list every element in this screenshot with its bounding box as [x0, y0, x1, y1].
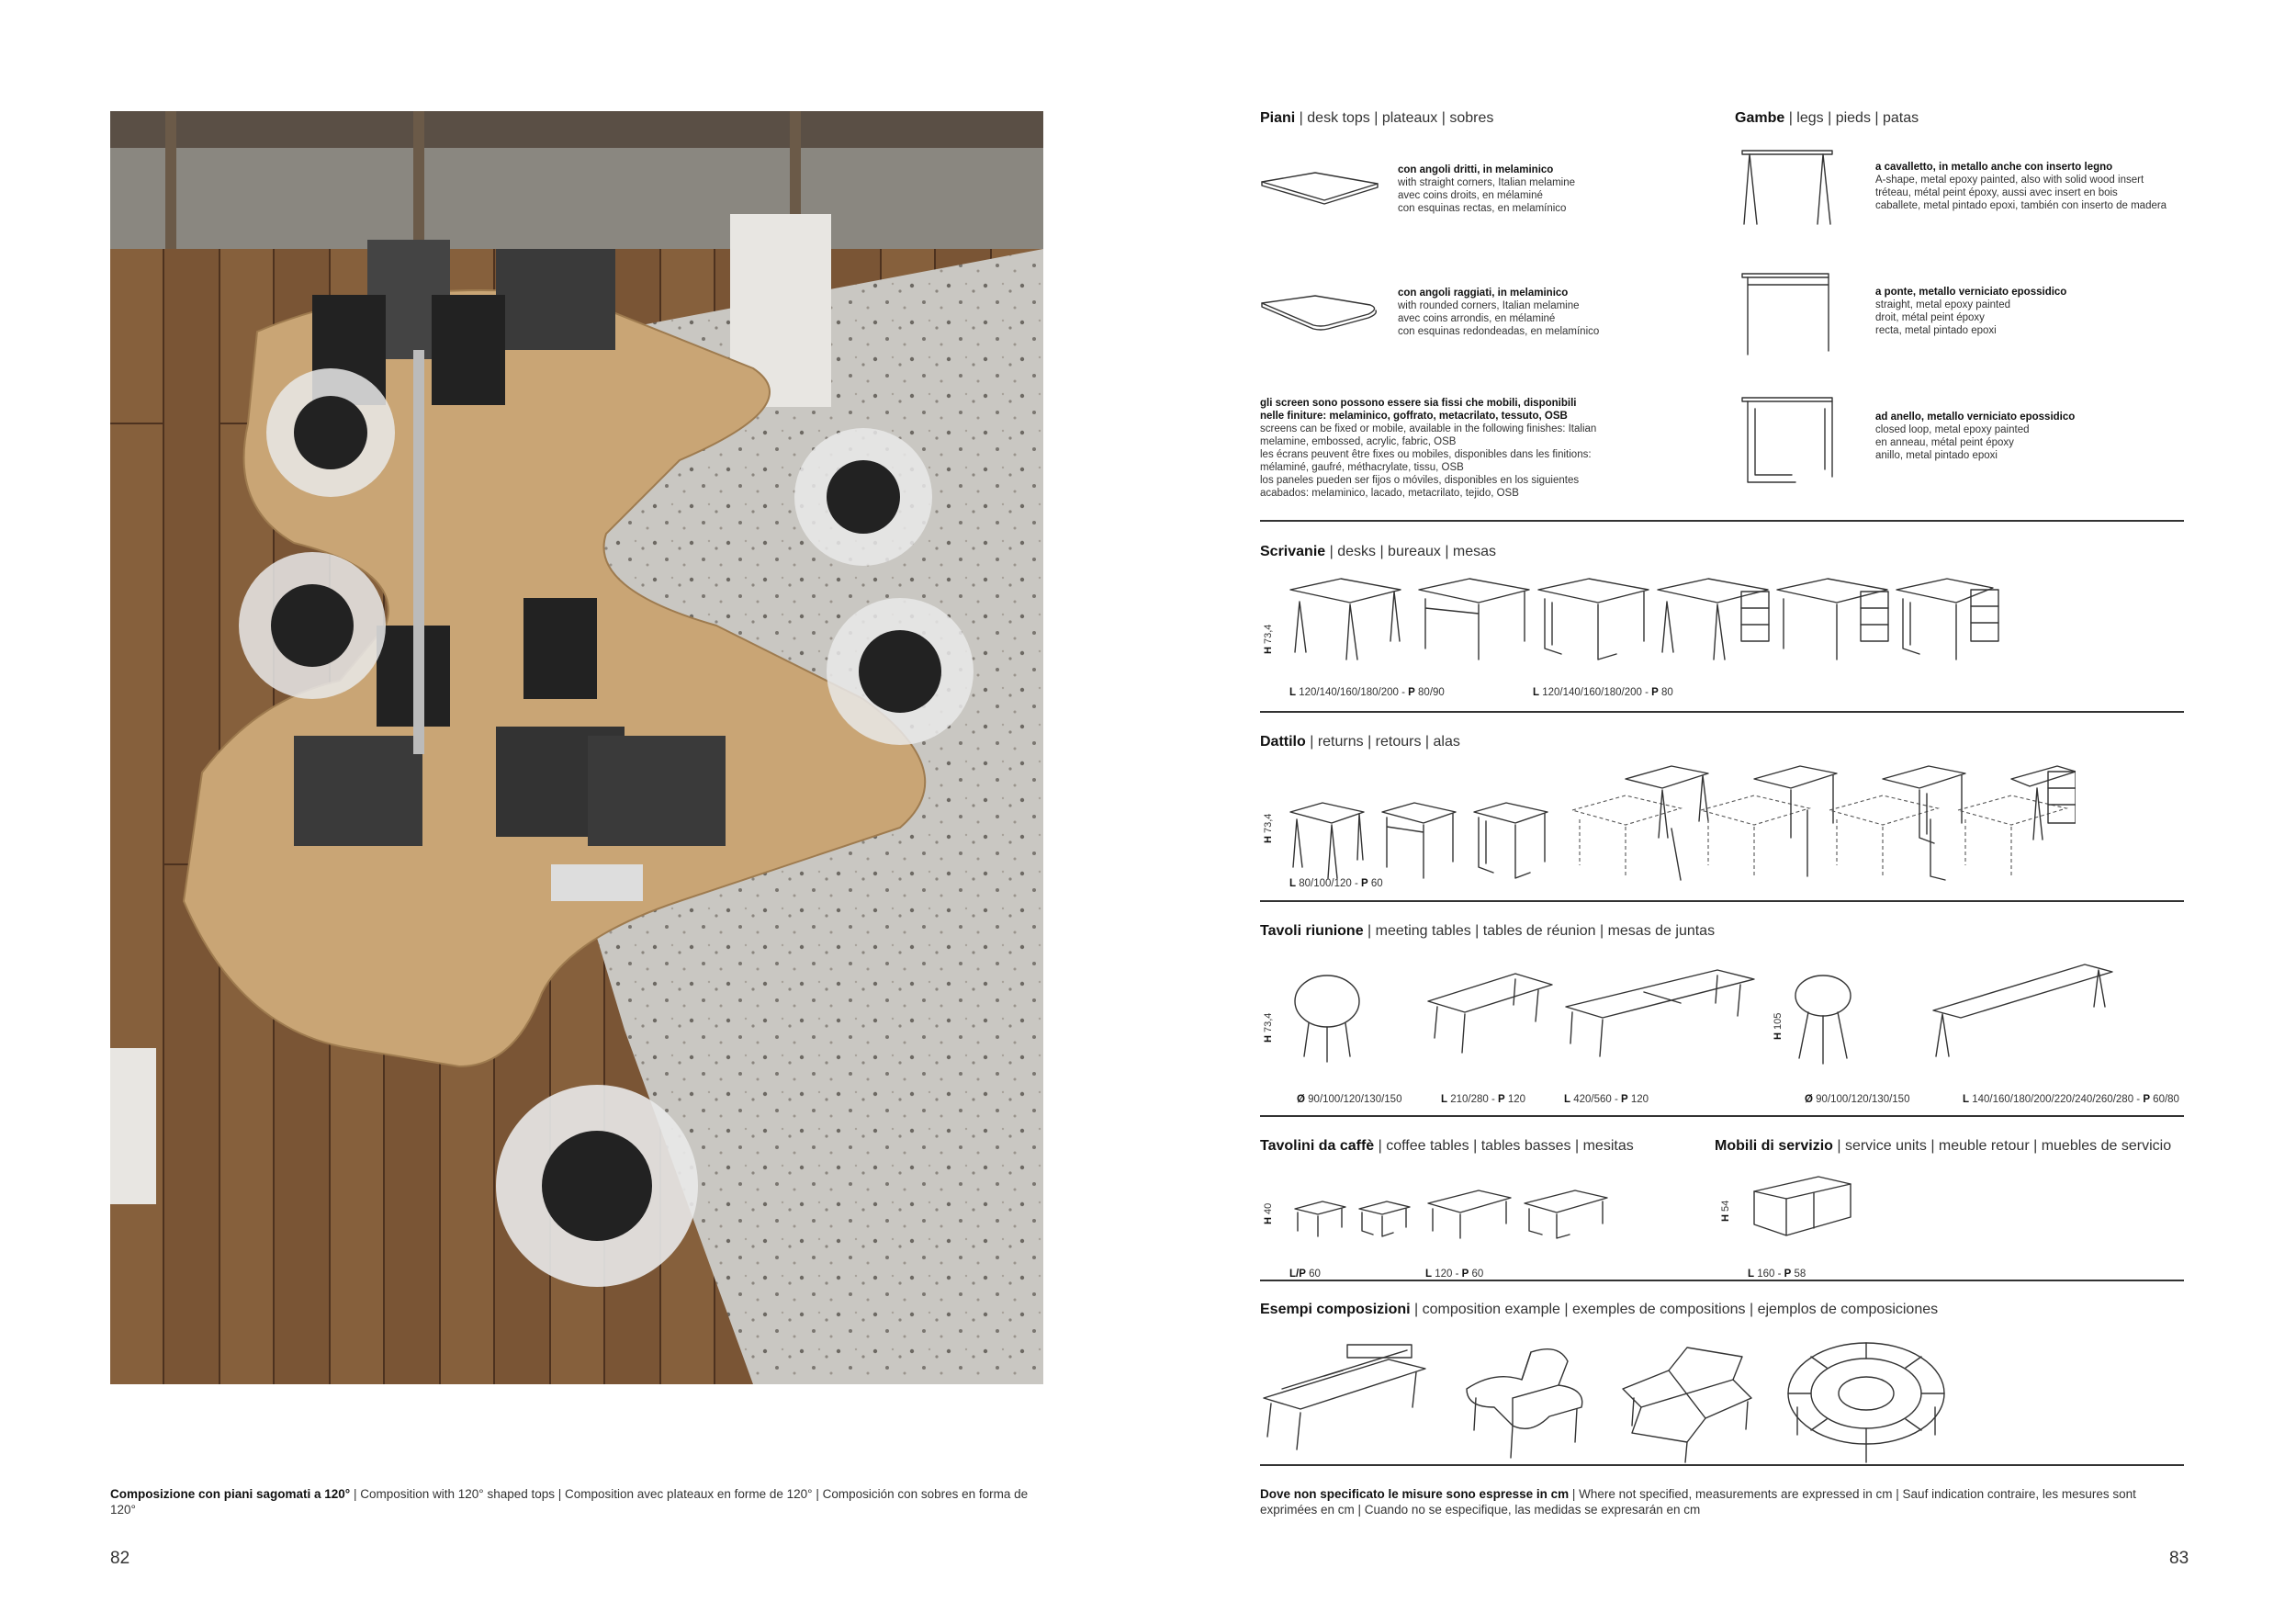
- caption-text: | Composition with 120° shaped tops | Composition avec plateaux en forme de 120° | Composición con sobres en forma de 120°: [110, 1487, 1029, 1517]
- three-way-composition-icon: [1467, 1349, 1582, 1458]
- screens-description: gli screen sono possono essere sia fissi che mobili, disponibili nelle finiture: melaminico, goffrato, metacrilato, tessuto, OSB screens can be fixed or mobile, available in the following finishes: Italian melamine, embossed, acrylic, fabric, OSB les écrans peuvent être fixes ou mobiles, disponibles dans les finitions: mélaminé, gaufré, méthacrylate, tissu, OSB los paneles pueden ser fijos o móviles, disponibles en los siguientes acabados: melaminico, lacado, metacrilato, tejido, OSB: [1260, 398, 1597, 499]
- desk-loop-drawers-icon: [1896, 579, 1998, 660]
- footnote: [1260, 1486, 2184, 1517]
- mobili-heading: Mobili di servizio | service units | meuble retour | muebles de servicio: [1715, 1138, 2172, 1154]
- piani-heading: Piani | desk tops | plateaux | sobres: [1260, 110, 1494, 126]
- gambe-heading: Gambe | legs | pieds | patas: [1735, 110, 1919, 126]
- section-divider: [1260, 520, 2184, 522]
- dattilo-heading: Dattilo | returns | retours | alas: [1260, 734, 1460, 750]
- tavoli-height-2: H 105: [1773, 1012, 1784, 1040]
- return-with-desk-loop-icon: [1829, 766, 1965, 880]
- straight-leg-icon: [1740, 266, 1841, 358]
- section-divider: [1260, 1115, 2184, 1117]
- section-divider: [1260, 900, 2184, 902]
- desk-loop-icon: [1538, 579, 1649, 660]
- scrivanie-dim-2: L 120/140/160/180/200 - P 80: [1533, 687, 1673, 698]
- coffee-table-long-icon: [1428, 1190, 1511, 1238]
- desk-straight-drawers-icon: [1777, 579, 1888, 660]
- tavoli-dim-2: L 210/280 - P 120: [1441, 1094, 1526, 1105]
- meeting-tables-drawings: [1286, 955, 2186, 1066]
- coffee-tables-drawings: [1290, 1176, 1639, 1249]
- long-high-table-icon: [1933, 964, 2112, 1056]
- section-divider: [1260, 1464, 2184, 1466]
- tavolini-height: H 40: [1263, 1202, 1274, 1224]
- gambe-item-straight: a ponte, metallo verniciato epossidico straight, metal epoxy painted droit, métal peint époxy recta, metal pintado epoxi: [1875, 287, 2067, 336]
- piani-item-straight: con angoli dritti, in melaminico with straight corners, Italian melamine avec coins droits, en mélaminé con esquinas rectas, en melamínico: [1398, 164, 1576, 214]
- office-workstation-photo: [110, 111, 1043, 1384]
- tavoli-dim-5: L 140/160/180/200/220/240/260/280 - P 60/80: [1963, 1094, 2179, 1105]
- gambe-item-loop: ad anello, metallo verniciato epossidico closed loop, metal epoxy painted en anneau, métal peint époxy anillo, metal pintado epoxi: [1875, 412, 2076, 461]
- loop-leg-icon: [1740, 390, 1841, 487]
- returns-drawings: [1286, 755, 2076, 884]
- caption-bold: Composizione con piani sagomati a 120°: [110, 1487, 351, 1501]
- return-with-desk-a-icon: [1572, 766, 1708, 880]
- page-number-right: 83: [2169, 1549, 2189, 1568]
- mobili-dim: L 160 - P 58: [1748, 1269, 1806, 1280]
- bench-composition-icon: [1264, 1345, 1425, 1449]
- desk-straight-icon: [1419, 579, 1529, 660]
- scrivanie-dim-1: L 120/140/160/180/200 - P 80/90: [1289, 687, 1445, 698]
- piani-item-rounded: con angoli raggiati, in melaminico with rounded corners, Italian melamine avec coins arrondis, en mélaminé con esquinas redondeadas, en melamínico: [1398, 288, 1600, 337]
- composition-examples-drawings: [1260, 1334, 1958, 1467]
- a-shape-leg-icon: [1740, 147, 1841, 230]
- tavoli-dim-1: Ø 90/100/120/130/150: [1297, 1094, 1402, 1105]
- product-photo: [110, 111, 1043, 1384]
- footnote-bold: Dove non specificato le misure sono espresse in cm: [1260, 1487, 1570, 1501]
- mobili-height: H 54: [1720, 1200, 1731, 1222]
- return-straight-icon: [1382, 803, 1456, 878]
- coffee-table-straight-icon: [1295, 1201, 1345, 1236]
- coffee-table-loop-icon: [1359, 1201, 1410, 1236]
- page-number-left: 82: [110, 1549, 130, 1568]
- tavoli-dim-4: Ø 90/100/120/130/150: [1805, 1094, 1910, 1105]
- tavolini-dim-2: L 120 - P 60: [1425, 1269, 1484, 1280]
- tavoli-height-1: H 73,4: [1263, 1012, 1274, 1043]
- tavolini-heading: Tavolini da caffè | coffee tables | tables basses | mesitas: [1260, 1138, 1634, 1154]
- return-with-drawers-icon: [1958, 766, 2076, 878]
- section-divider: [1260, 1280, 2184, 1281]
- rect-table-icon: [1428, 974, 1552, 1053]
- tavoli-dim-3: L 420/560 - P 120: [1564, 1094, 1649, 1105]
- dattilo-dim: L 80/100/120 - P 60: [1289, 878, 1383, 889]
- circular-composition-icon: [1788, 1343, 1944, 1462]
- photo-caption: [110, 1486, 1047, 1517]
- long-table-icon: [1566, 970, 1754, 1056]
- straight-corner-top-icon: [1260, 164, 1379, 209]
- footnote-text: | Where not specified, measurements are expressed in cm | Sauf indication contraire, les mesures sont exprimées en cm | Cuando no se especifique, las medidas se expresarán en cm: [1260, 1487, 2136, 1517]
- scrivanie-height: H 73,4: [1263, 624, 1274, 654]
- round-high-table-icon: [1795, 976, 1851, 1064]
- four-way-composition-icon: [1623, 1348, 1751, 1462]
- gambe-item-a-shape: a cavalletto, in metallo anche con inserto legno A-shape, metal epoxy painted, also with solid wood insert tréteau, métal peint époxy, aussi avec insert en bois caballete, metal pintado epoxi, también con inserto de madera: [1875, 162, 2167, 211]
- dattilo-height: H 73,4: [1263, 813, 1274, 843]
- esempi-heading: Esempi composizioni | composition example | exemples de compositions | ejemplos de composiciones: [1260, 1302, 1939, 1317]
- service-unit-icon: [1750, 1171, 1860, 1245]
- scrivanie-heading: Scrivanie | desks | bureaux | mesas: [1260, 544, 1497, 559]
- round-table-icon: [1295, 976, 1359, 1062]
- section-divider: [1260, 711, 2184, 713]
- rounded-corner-top-icon: [1260, 287, 1379, 333]
- return-a-shape-icon: [1290, 803, 1364, 878]
- coffee-table-long-loop-icon: [1525, 1190, 1607, 1238]
- return-with-desk-straight-icon: [1701, 766, 1837, 878]
- tavoli-heading: Tavoli riunione | meeting tables | tables de réunion | mesas de juntas: [1260, 923, 1716, 939]
- desk-a-shape-drawers-icon: [1658, 579, 1769, 660]
- desks-drawings: [1286, 571, 2002, 663]
- tavolini-dim-1: L/P 60: [1289, 1269, 1321, 1280]
- desk-a-shape-icon: [1290, 579, 1401, 660]
- return-loop-icon: [1474, 803, 1548, 878]
